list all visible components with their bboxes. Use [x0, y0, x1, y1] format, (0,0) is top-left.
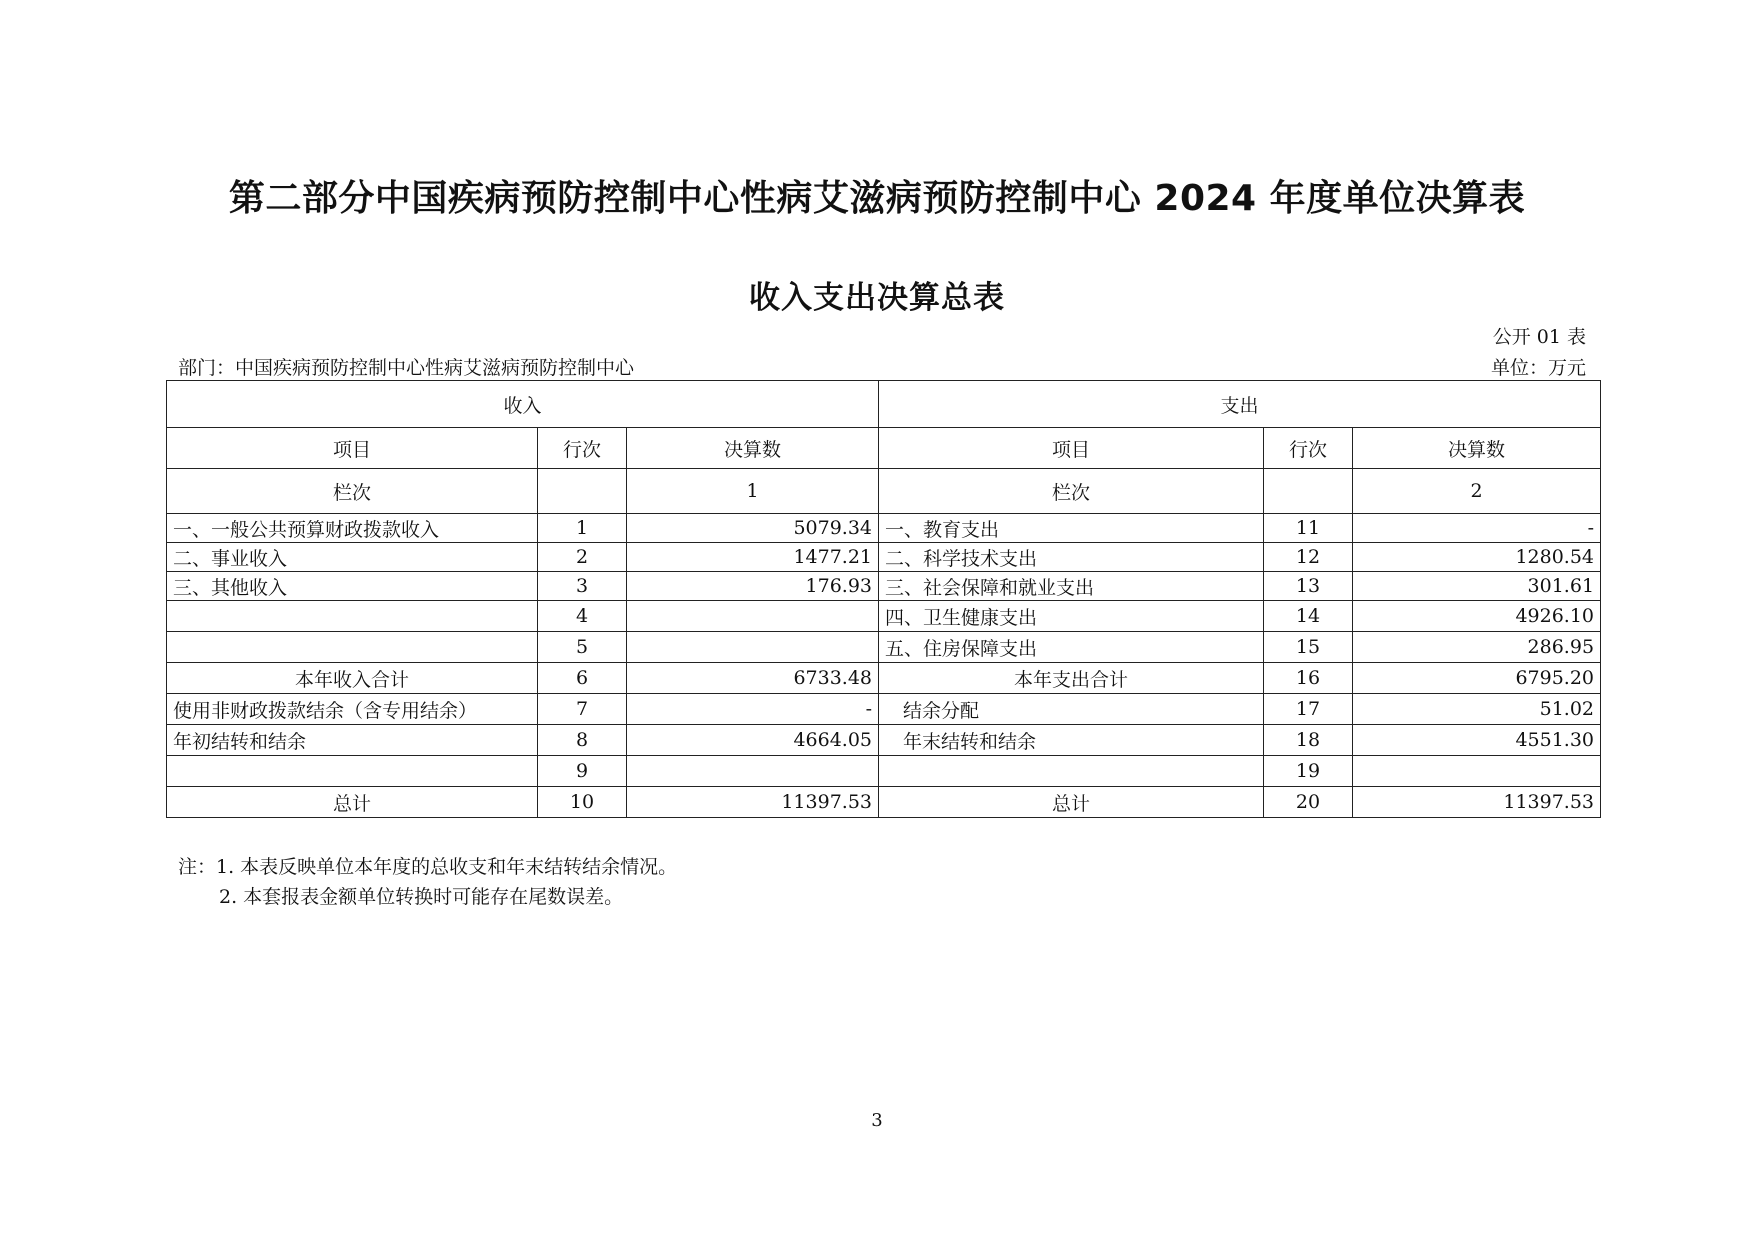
expense-item-cell [879, 756, 1264, 787]
expense-amount-cell: 11397.53 [1353, 787, 1601, 818]
expense-row-no-cell: 15 [1264, 632, 1353, 663]
income-header: 收入 [167, 381, 879, 428]
header-row-columns [167, 428, 1601, 469]
note-2: 2. 本套报表金额单位转换时可能存在尾数误差。 [219, 886, 624, 908]
expense-header: 支出 [879, 381, 1601, 428]
expense-item-header: 项目 [879, 428, 1264, 469]
table-row [167, 663, 1601, 694]
expense-row-no-header: 行次 [1264, 428, 1353, 469]
income-item-cell: 使用非财政拨款结余（含专用结余） [167, 694, 538, 725]
document-title: 第二部分中国疾病预防控制中心性病艾滋病预防控制中心 2024 年度单位决算表 [228, 178, 1526, 219]
income-item-cell: 二、事业收入 [167, 543, 538, 572]
expense-amount-cell: 4926.10 [1353, 601, 1601, 632]
income-row-no-cell: 8 [538, 725, 627, 756]
expense-row-no-cell: 13 [1264, 572, 1353, 601]
table-row [167, 601, 1601, 632]
income-amount-cell: 1477.21 [627, 543, 879, 572]
form-code: 公开 01 表 [1492, 326, 1586, 348]
notes [178, 852, 677, 912]
expense-item-cell: 四、卫生健康支出 [879, 601, 1264, 632]
income-amount-cell [627, 756, 879, 787]
header-row-sections [167, 381, 1601, 428]
expense-item-cell: 一、教育支出 [879, 514, 1264, 543]
income-amount-cell [627, 632, 879, 663]
income-item-cell: 总计 [167, 787, 538, 818]
expense-row-no-cell: 16 [1264, 663, 1353, 694]
income-item-cell [167, 756, 538, 787]
page-number: 3 [871, 1110, 883, 1131]
income-row-no-blank [538, 469, 627, 514]
expense-item-cell: 二、科学技术支出 [879, 543, 1264, 572]
expense-item-cell: 结余分配 [879, 694, 1264, 725]
table-title: 收入支出决算总表 [749, 280, 1005, 316]
income-amount-cell: - [627, 694, 879, 725]
income-row-no-cell: 4 [538, 601, 627, 632]
income-row-no-header: 行次 [538, 428, 627, 469]
expense-amount-cell: 6795.20 [1353, 663, 1601, 694]
expense-item-cell: 五、住房保障支出 [879, 632, 1264, 663]
table-row [167, 632, 1601, 663]
expense-column-number: 2 [1353, 469, 1601, 514]
income-amount-cell: 11397.53 [627, 787, 879, 818]
expense-row-no-cell: 14 [1264, 601, 1353, 632]
expense-amount-cell: 1280.54 [1353, 543, 1601, 572]
expense-label-row: 栏次 [879, 469, 1264, 514]
department-label: 部门：中国疾病预防控制中心性病艾滋病预防控制中心 [178, 357, 635, 379]
income-item-header: 项目 [167, 428, 538, 469]
expense-item-cell: 三、社会保障和就业支出 [879, 572, 1264, 601]
income-item-cell [167, 632, 538, 663]
table-row [167, 725, 1601, 756]
income-item-cell: 年初结转和结余 [167, 725, 538, 756]
income-row-no-cell: 3 [538, 572, 627, 601]
income-item-cell: 三、其他收入 [167, 572, 538, 601]
income-amount-cell: 5079.34 [627, 514, 879, 543]
income-row-no-cell: 10 [538, 787, 627, 818]
header-row-column-numbers [167, 469, 1601, 514]
expense-row-no-cell: 17 [1264, 694, 1353, 725]
expense-item-cell: 总计 [879, 787, 1264, 818]
expense-amount-header: 决算数 [1353, 428, 1601, 469]
income-label-row: 栏次 [167, 469, 538, 514]
expense-amount-cell: 4551.30 [1353, 725, 1601, 756]
income-amount-cell: 6733.48 [627, 663, 879, 694]
expense-amount-cell [1353, 756, 1601, 787]
expense-amount-cell: 286.95 [1353, 632, 1601, 663]
expense-row-no-cell: 12 [1264, 543, 1353, 572]
income-column-number: 1 [627, 469, 879, 514]
expense-row-no-blank [1264, 469, 1353, 514]
income-row-no-cell: 1 [538, 514, 627, 543]
note-1: 注：1. 本表反映单位本年度的总收支和年末结转结余情况。 [178, 856, 678, 878]
income-row-no-cell: 6 [538, 663, 627, 694]
income-amount-header: 决算数 [627, 428, 879, 469]
income-row-no-cell: 7 [538, 694, 627, 725]
expense-row-no-cell: 11 [1264, 514, 1353, 543]
expense-amount-cell: - [1353, 514, 1601, 543]
expense-item-cell: 本年支出合计 [879, 663, 1264, 694]
expense-row-no-cell: 18 [1264, 725, 1353, 756]
income-row-no-cell: 9 [538, 756, 627, 787]
table-row [167, 514, 1601, 543]
expense-amount-cell: 301.61 [1353, 572, 1601, 601]
table-row [167, 756, 1601, 787]
income-amount-cell: 4664.05 [627, 725, 879, 756]
expense-item-cell: 年末结转和结余 [879, 725, 1264, 756]
table-row [167, 572, 1601, 601]
income-amount-cell: 176.93 [627, 572, 879, 601]
expense-amount-cell: 51.02 [1353, 694, 1601, 725]
expense-row-no-cell: 20 [1264, 787, 1353, 818]
table-row [167, 543, 1601, 572]
table-row [167, 787, 1601, 818]
table-row [167, 694, 1601, 725]
income-item-cell: 本年收入合计 [167, 663, 538, 694]
expense-row-no-cell: 19 [1264, 756, 1353, 787]
income-expense-table [166, 380, 1601, 818]
income-amount-cell [627, 601, 879, 632]
income-row-no-cell: 2 [538, 543, 627, 572]
unit-label: 单位：万元 [1490, 357, 1586, 379]
income-item-cell: 一、一般公共预算财政拨款收入 [167, 514, 538, 543]
income-item-cell [167, 601, 538, 632]
income-row-no-cell: 5 [538, 632, 627, 663]
